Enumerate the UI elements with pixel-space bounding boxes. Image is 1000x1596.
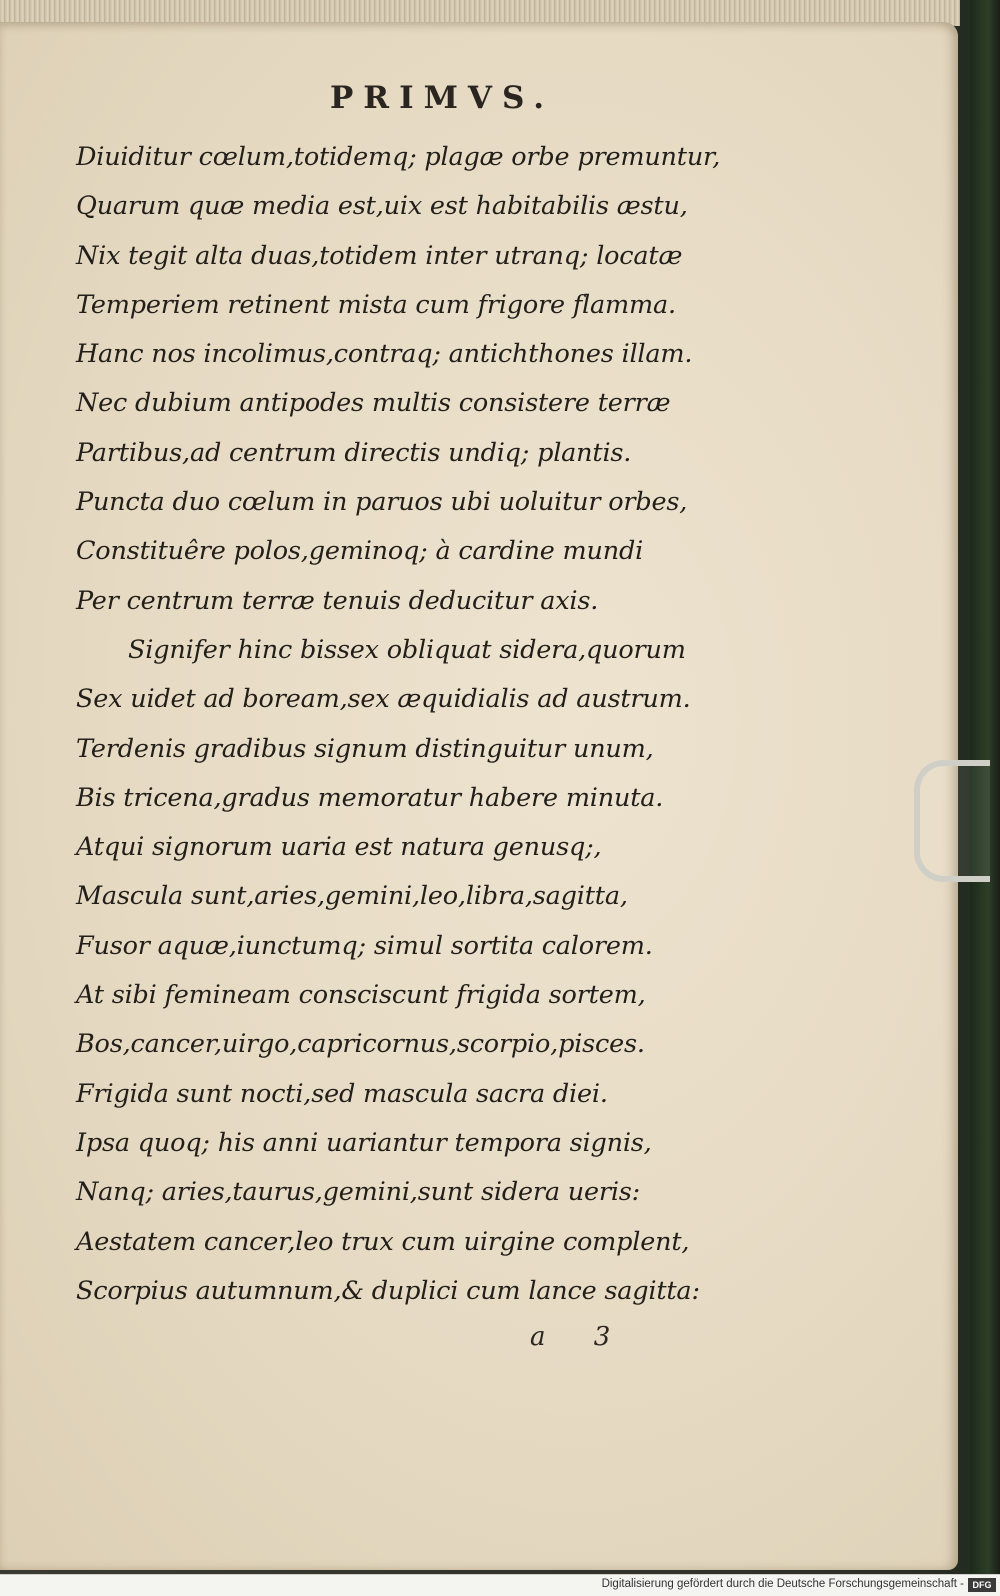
verse-line: Fusor aquæ,iunctumq; simul sortita calorem.: [76, 930, 653, 961]
verse-line: Ipsa quoq; his anni uariantur tempora signis,: [76, 1127, 652, 1158]
verse-line: Nix tegit alta duas,totidem inter utranq; locatæ: [76, 240, 683, 271]
verse-line: Partibus,ad centrum directis undiq; plantis.: [76, 437, 632, 468]
verse-line: Bos,cancer,uirgo,capricornus,scorpio,pisces.: [76, 1029, 645, 1060]
signature-mark: a 3: [530, 1322, 611, 1352]
verse-line: Signifer hinc bissex obliquat sidera,quorum: [128, 634, 686, 665]
verse-line: Terdenis gradibus signum distinguitur unum,: [76, 733, 654, 764]
dfg-logo: DFG: [968, 1578, 996, 1592]
verse-line: Atqui signorum uaria est natura genusq;,: [76, 832, 602, 863]
verse-line: Frigida sunt nocti,sed mascula sacra diei.: [76, 1078, 608, 1109]
verse-list: [76, 133, 936, 1316]
verse-line: Diuiditur cœlum,totidemq; plagæ orbe premuntur,: [76, 142, 721, 172]
verse-line: Per centrum terræ tenuis deducitur axis.: [76, 585, 599, 616]
verse-line: Sex uidet ad boream,sex æquidialis ad austrum.: [76, 684, 691, 715]
verse-line: Mascula sunt,aries,gemini,leo,libra,sagitta,: [76, 881, 628, 912]
verse-line: Temperiem retinent mista cum frigore flamma.: [76, 289, 676, 320]
verse-line: Constituêre polos,geminoq; à cardine mundi: [76, 536, 644, 567]
verse-line: Bis tricena,gradus memoratur habere minuta.: [76, 782, 664, 813]
verse-line: Aestatem cancer,leo trux cum uirgine complent,: [76, 1226, 690, 1257]
footer-credit: Digitalisierung gefördert durch die Deutsche Forschungsgemeinschaft -: [601, 1578, 964, 1590]
footer-bar: [0, 1574, 1000, 1596]
verse-line: At sibi femineam consciscunt frigida sortem,: [76, 980, 646, 1011]
page-header: PRIMVS.: [330, 80, 555, 116]
verse-line: Quarum quæ media est,uix est habitabilis æstu,: [76, 191, 688, 222]
verse-line: Nanq; aries,taurus,gemini,sunt sidera ueris:: [76, 1177, 641, 1208]
verse-line: Hanc nos incolimus,contraq; antichthones illam.: [76, 339, 693, 370]
verse-line: Scorpius autumnum,& duplici cum lance sagitta:: [76, 1275, 700, 1306]
verse-line: Puncta duo cœlum in paruos ubi uoluitur orbes,: [76, 487, 688, 518]
verse-line: Nec dubium antipodes multis consistere terræ: [76, 388, 671, 419]
